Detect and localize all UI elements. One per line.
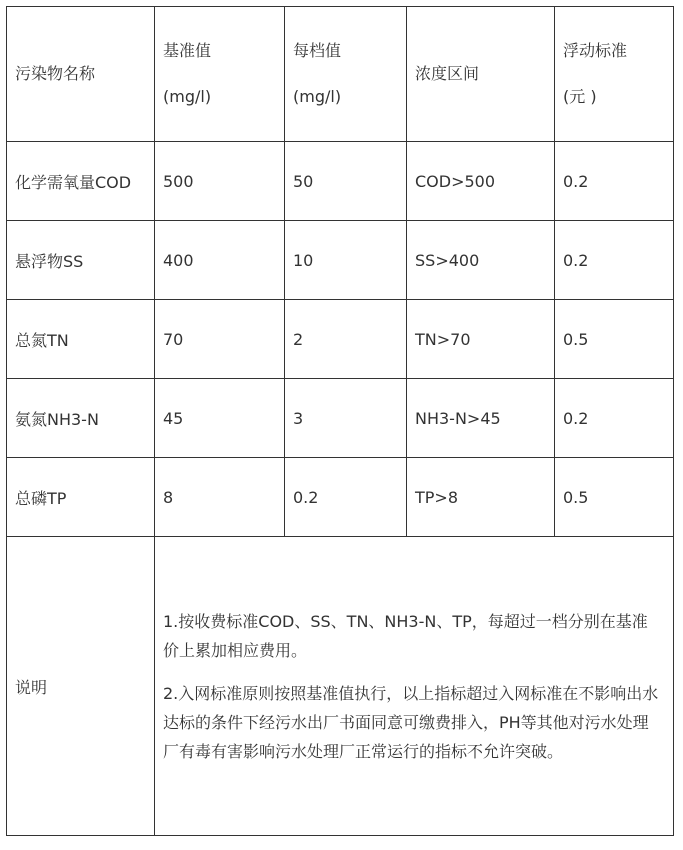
base-value-cell: 8: [155, 458, 285, 537]
step-value-cell: 3: [285, 379, 407, 458]
rate-cell: 0.5: [555, 300, 674, 379]
rate-cell: 0.2: [555, 221, 674, 300]
range-cell: TP>8: [407, 458, 555, 537]
header-line: 每档值: [293, 41, 342, 60]
pollutant-name-cell: 悬浮物SS: [7, 221, 155, 300]
header-step-value: [285, 7, 407, 142]
base-value-cell: 45: [155, 379, 285, 458]
rate-cell: 0.2: [555, 379, 674, 458]
rate-cell: 0.2: [555, 142, 674, 221]
table-header-row: [7, 7, 674, 142]
header-unit: (mg/l): [163, 87, 212, 106]
base-value-cell: 500: [155, 142, 285, 221]
header-unit: (元 ): [563, 87, 597, 106]
table-row: [7, 300, 674, 379]
pollutant-name-cell: 总磷TP: [7, 458, 155, 537]
header-line: 浮动标准: [563, 41, 628, 60]
header-floating-rate: [555, 7, 674, 142]
pollutant-name-cell: 化学需氧量COD: [7, 142, 155, 221]
base-value-cell: 400: [155, 221, 285, 300]
table-row: [7, 458, 674, 537]
range-cell: SS>400: [407, 221, 555, 300]
header-pollutant-name: [7, 7, 155, 142]
header-concentration-range: [407, 7, 555, 142]
table-row: [7, 379, 674, 458]
header-base-value: [155, 7, 285, 142]
note-paragraph: 1.按收费标准COD、SS、TN、NH3-N、TP，每超过一档分别在基准价上累加相应费用。: [163, 611, 648, 660]
range-cell: COD>500: [407, 142, 555, 221]
pollutant-name-cell: 总氮TN: [7, 300, 155, 379]
table-row: [7, 221, 674, 300]
header-line: 浓度区间: [415, 64, 480, 83]
step-value-cell: 0.2: [285, 458, 407, 537]
notes-label: 说明: [7, 537, 155, 836]
header-unit: (mg/l): [293, 87, 342, 106]
notes-content: [155, 537, 674, 836]
header-line: 污染物名称: [15, 64, 96, 83]
pollutant-fee-table: [6, 6, 674, 836]
base-value-cell: 70: [155, 300, 285, 379]
step-value-cell: 10: [285, 221, 407, 300]
pollutant-name-cell: 氨氮NH3-N: [7, 379, 155, 458]
range-cell: NH3-N>45: [407, 379, 555, 458]
range-cell: TN>70: [407, 300, 555, 379]
notes-row: [7, 537, 674, 836]
note-paragraph: 2.入网标准原则按照基准值执行，以上指标超过入网标准在不影响出水达标的条件下经污水出厂书面同意可缴费排入，PH等其他对污水处理厂有毒有害影响污水处理厂正常运行的指标不允许突破。: [163, 683, 659, 761]
step-value-cell: 50: [285, 142, 407, 221]
rate-cell: 0.5: [555, 458, 674, 537]
header-line: 基准值: [163, 41, 212, 60]
step-value-cell: 2: [285, 300, 407, 379]
table-row: [7, 142, 674, 221]
